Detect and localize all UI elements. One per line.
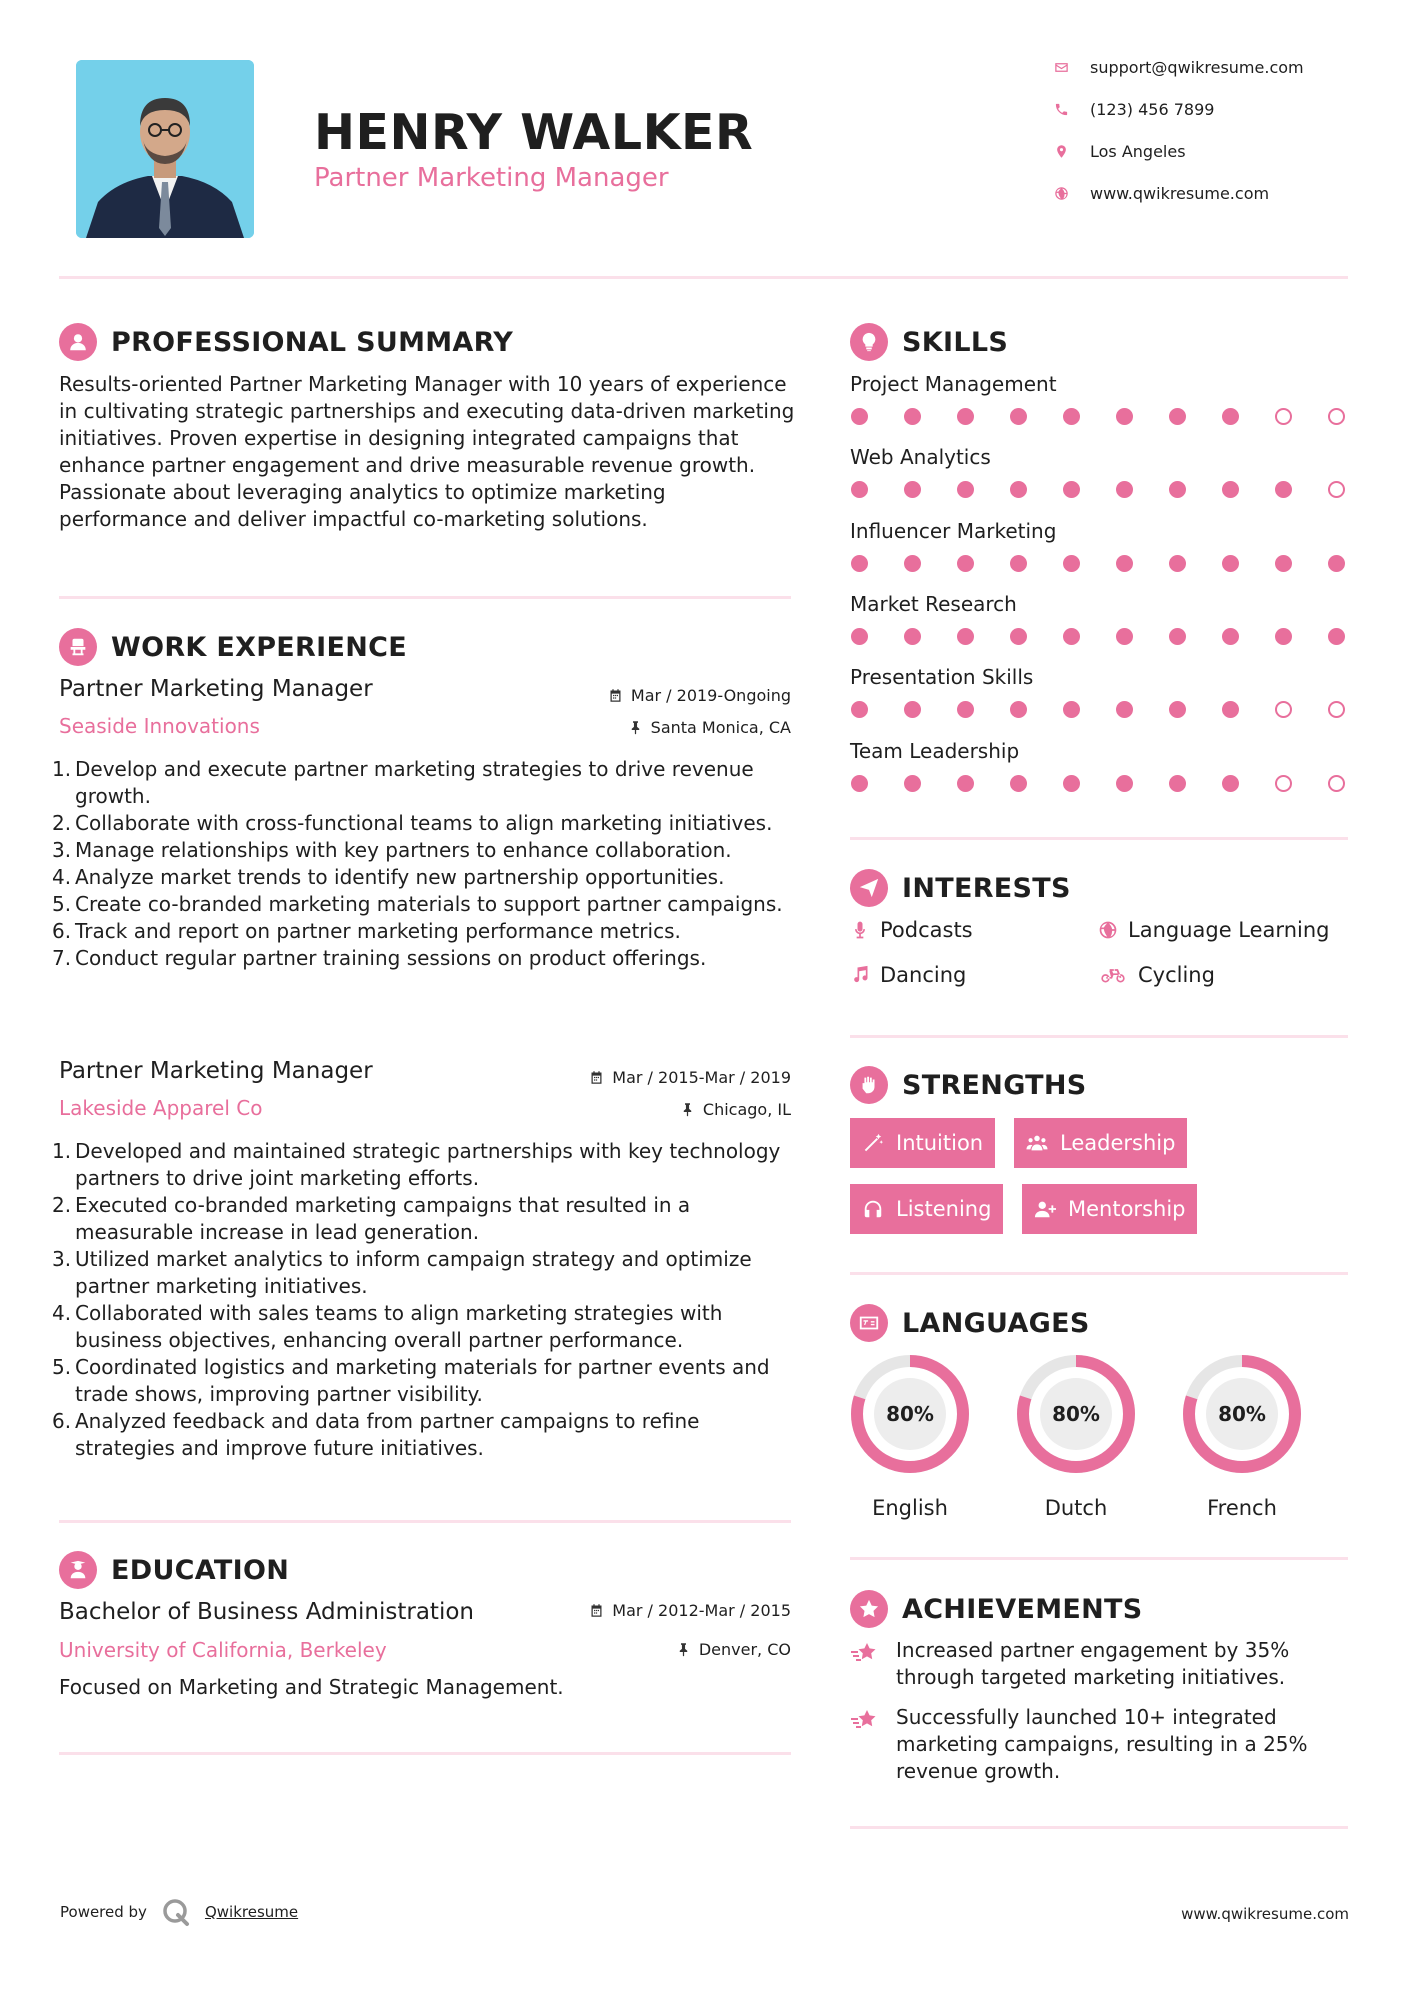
job-1-location-text: Santa Monica, CA (650, 718, 791, 737)
language-percent: 80% (1052, 1402, 1100, 1426)
job-1-date (608, 686, 791, 705)
rating-dot-filled (1116, 555, 1133, 572)
map-pin-icon (1052, 143, 1070, 161)
calendar-icon (608, 688, 623, 703)
skill-rating (851, 481, 1381, 498)
education-school: University of California, Berkeley (59, 1638, 387, 1662)
skill-rating (851, 555, 1381, 572)
interest-label: Language Learning (1128, 918, 1330, 942)
language-name: French (1207, 1496, 1277, 1520)
list-item: 2. Executed co-branded marketing campaigns that resulted in a measurable increase in lead generation. (52, 1192, 796, 1246)
language-name: English (872, 1496, 948, 1520)
strength-chip-listening (850, 1184, 1003, 1234)
magic-wand-icon (862, 1132, 884, 1154)
contact-email-text: support@qwikresume.com (1090, 58, 1304, 77)
candidate-title: Partner Marketing Manager (314, 163, 669, 193)
job-1-title: Partner Marketing Manager (59, 676, 373, 702)
rating-dot-filled (1222, 701, 1239, 718)
rating-dot-filled (1116, 408, 1133, 425)
list-item-text: Executed co-branded marketing campaigns that resulted in a measurable increase in lead generation. (75, 1193, 691, 1244)
pushpin-icon (676, 1642, 691, 1657)
rating-dot-filled (1063, 555, 1080, 572)
language-card-icon (850, 1304, 888, 1342)
interests-header (850, 869, 1071, 907)
users-icon (1026, 1132, 1048, 1154)
list-item-text: Create co-branded marketing materials to support partner campaigns. (75, 892, 783, 916)
skills-header (850, 323, 1008, 361)
interest-label: Podcasts (880, 918, 973, 942)
rating-dot-filled (1328, 628, 1345, 645)
list-item: 5. Create co-branded marketing materials to support partner campaigns. (52, 892, 783, 916)
rating-dot-filled (1275, 555, 1292, 572)
rating-dot-filled (957, 701, 974, 718)
rating-dot-filled (1010, 775, 1027, 792)
job-2-title: Partner Marketing Manager (59, 1058, 373, 1084)
languages-header (850, 1304, 1090, 1342)
language-dutch (1014, 1352, 1138, 1520)
strength-label: Listening (896, 1197, 992, 1221)
graduation-icon (59, 1551, 97, 1589)
summary-header (59, 323, 513, 361)
job-2-company: Lakeside Apparel Co (59, 1096, 263, 1120)
job-1-date-text: Mar / 2019-Ongoing (630, 686, 791, 705)
job-2-date (589, 1068, 791, 1087)
phone-icon (1052, 101, 1070, 119)
footer-powered-by (60, 1897, 298, 1927)
rating-dot-empty (1328, 775, 1345, 792)
list-item-text: Collaborated with sales teams to align marketing strategies with business objectives, enhancing overall partner performance. (75, 1301, 723, 1352)
summary-text: Results-oriented Partner Marketing Manager with 10 years of experience in cultivating strategic partnerships and executing data-driven marketing initiatives. Proven expertise in designing integrated campaigns that enhance partner engagement and drive measurable revenue growth. Passionate about leveraging analytics to optimize marketing performance and deliver impactful co-marketing solutions. (59, 372, 795, 531)
strengths-header (850, 1066, 1087, 1104)
list-item: 4. Collaborated with sales teams to align marketing strategies with business objectives, enhancing overall partner performance. (52, 1300, 796, 1354)
languages-heading: LANGUAGES (902, 1307, 1090, 1339)
rating-dot-filled (1063, 701, 1080, 718)
language-percent: 80% (1218, 1402, 1266, 1426)
shooting-star-icon (850, 1706, 878, 1734)
rating-dot-filled (1063, 481, 1080, 498)
language-french (1180, 1352, 1304, 1520)
rating-dot-filled (1222, 408, 1239, 425)
education-location-text: Denver, CO (698, 1640, 791, 1659)
rating-dot-filled (1169, 775, 1186, 792)
rating-dot-filled (1063, 775, 1080, 792)
rating-dot-filled (1275, 628, 1292, 645)
header-divider (59, 276, 1348, 279)
job-2-bullets (52, 1138, 796, 1462)
list-item-text: Develop and execute partner marketing strategies to drive revenue growth. (75, 757, 754, 808)
rating-dot-empty (1275, 701, 1292, 718)
language-name: Dutch (1044, 1496, 1108, 1520)
achievement-text: Successfully launched 10+ integrated marketing campaigns, resulting in a 25% revenue growth. (896, 1705, 1308, 1783)
skill-rating (851, 701, 1381, 718)
education-divider (59, 1752, 791, 1755)
education-date (589, 1601, 791, 1620)
contact-website[interactable] (1052, 184, 1269, 203)
rating-dot-filled (851, 775, 868, 792)
rating-dot-filled (1222, 555, 1239, 572)
rating-dot-filled (1010, 408, 1027, 425)
list-item: 5. Coordinated logistics and marketing materials for partner events and trade shows, improving partner visibility. (52, 1354, 796, 1408)
rating-dot-empty (1275, 775, 1292, 792)
skills-heading: SKILLS (902, 326, 1009, 358)
interests-divider (850, 1035, 1348, 1038)
summary-divider (59, 596, 791, 599)
fist-icon (850, 1066, 888, 1104)
globe-icon (1098, 920, 1118, 940)
strength-label: Leadership (1060, 1131, 1176, 1155)
interest-label: Cycling (1138, 963, 1215, 987)
achievements-header (850, 1590, 1143, 1628)
experience-divider (59, 1520, 791, 1523)
rating-dot-empty (1328, 481, 1345, 498)
strength-chip-mentorship (1022, 1184, 1197, 1234)
rating-dot-filled (851, 628, 868, 645)
music-note-icon (850, 965, 870, 985)
rating-dot-filled (1063, 408, 1080, 425)
strengths-heading: STRENGTHS (902, 1069, 1087, 1101)
pushpin-icon (628, 720, 643, 735)
education-description: Focused on Marketing and Strategic Management. (59, 1675, 564, 1699)
profile-photo (76, 60, 254, 238)
skill-rating (851, 408, 1381, 425)
rating-dot-filled (851, 408, 868, 425)
education-location (676, 1640, 791, 1659)
rating-dot-filled (1010, 628, 1027, 645)
contact-phone[interactable] (1052, 100, 1214, 119)
list-item-text: Utilized market analytics to inform campaign strategy and optimize partner marketing initiatives. (75, 1247, 752, 1298)
rating-dot-filled (904, 555, 921, 572)
rating-dot-filled (1010, 481, 1027, 498)
interests-heading: INTERESTS (902, 872, 1071, 904)
interest-cycling (1098, 963, 1215, 987)
skill-name: Market Research (850, 591, 1017, 616)
strength-chip-leadership (1014, 1118, 1187, 1168)
experience-header (59, 628, 407, 666)
rating-dot-filled (957, 408, 974, 425)
education-header (59, 1551, 289, 1589)
rating-dot-filled (957, 555, 974, 572)
list-item: 7. Conduct regular partner training sessions on product offerings. (52, 946, 707, 970)
rating-dot-filled (1169, 555, 1186, 572)
globe-icon (1052, 185, 1070, 203)
envelope-icon (1052, 59, 1070, 77)
languages-divider (850, 1557, 1348, 1560)
rating-dot-filled (957, 628, 974, 645)
briefcase-chair-icon (59, 628, 97, 666)
list-item: 3. Manage relationships with key partners to enhance collaboration. (52, 838, 732, 862)
rating-dot-filled (1222, 775, 1239, 792)
rating-dot-filled (1169, 701, 1186, 718)
list-item-text: Developed and maintained strategic partnerships with key technology partners to drive joint marketing efforts. (75, 1139, 781, 1190)
rating-dot-filled (904, 408, 921, 425)
rating-dot-filled (1169, 628, 1186, 645)
skill-name: Influencer Marketing (850, 518, 1057, 543)
interest-language-learning (1098, 918, 1329, 942)
skill-rating (851, 628, 1381, 645)
profile-photo-illustration (76, 60, 254, 238)
rating-dot-filled (1010, 555, 1027, 572)
list-item: 3. Utilized market analytics to inform campaign strategy and optimize partner marketing initiatives. (52, 1246, 796, 1300)
headphones-icon (862, 1198, 884, 1220)
skill-name: Team Leadership (850, 738, 1020, 763)
education-date-text: Mar / 2012-Mar / 2015 (612, 1601, 791, 1620)
rating-dot-filled (1063, 628, 1080, 645)
rating-dot-filled (904, 481, 921, 498)
rating-dot-filled (1169, 408, 1186, 425)
bicycle-icon (1098, 965, 1128, 985)
pushpin-icon (680, 1102, 695, 1117)
qwikresume-link[interactable]: Qwikresume (204, 1903, 299, 1921)
list-item-text: Track and report on partner marketing performance metrics. (75, 919, 681, 943)
achievement-item (850, 1637, 1340, 1691)
job-2-location-text: Chicago, IL (702, 1100, 791, 1119)
contact-location (1052, 142, 1186, 161)
language-percent: 80% (886, 1402, 934, 1426)
rating-dot-filled (851, 481, 868, 498)
job-1-company: Seaside Innovations (59, 714, 260, 738)
rating-dot-empty (1328, 408, 1345, 425)
rating-dot-filled (1116, 701, 1133, 718)
contact-website-text: www.qwikresume.com (1090, 184, 1270, 203)
rating-dot-filled (904, 775, 921, 792)
list-item-text: Manage relationships with key partners to enhance collaboration. (75, 838, 732, 862)
job-1-location (628, 718, 791, 737)
list-item-text: Analyze market trends to identify new partnership opportunities. (75, 865, 725, 889)
list-item-text: Analyzed feedback and data from partner campaigns to refine strategies and improve future initiatives. (75, 1409, 700, 1460)
list-item-text: Collaborate with cross-functional teams to align marketing initiatives. (75, 811, 773, 835)
calendar-icon (589, 1603, 604, 1618)
powered-by-label: Powered by (60, 1903, 147, 1921)
job-2-location (680, 1100, 791, 1119)
contact-phone-text: (123) 456 7899 (1090, 100, 1215, 119)
skill-name: Project Management (850, 372, 1057, 396)
job-2-date-text: Mar / 2015-Mar / 2019 (612, 1068, 791, 1087)
rating-dot-filled (1222, 628, 1239, 645)
summary-heading: PROFESSIONAL SUMMARY (111, 326, 514, 358)
rating-dot-filled (957, 775, 974, 792)
job-1-bullets (52, 756, 796, 972)
paper-plane-icon (850, 869, 888, 907)
rating-dot-filled (1116, 775, 1133, 792)
rating-dot-filled (851, 555, 868, 572)
strength-label: Mentorship (1068, 1197, 1186, 1221)
candidate-name: HENRY WALKER (314, 104, 754, 161)
rating-dot-filled (957, 481, 974, 498)
rating-dot-filled (1116, 628, 1133, 645)
interest-dancing (850, 963, 966, 987)
list-item: 2. Collaborate with cross-functional teams to align marketing initiatives. (52, 811, 773, 835)
rating-dot-filled (1169, 481, 1186, 498)
user-icon (59, 323, 97, 361)
rating-dot-filled (1275, 481, 1292, 498)
list-item: 6. Track and report on partner marketing performance metrics. (52, 919, 681, 943)
list-item: 6. Analyzed feedback and data from partner campaigns to refine strategies and improve future initiatives. (52, 1408, 796, 1462)
interest-label: Dancing (880, 963, 967, 987)
list-item: 1. Develop and execute partner marketing strategies to drive revenue growth. (52, 756, 796, 810)
calendar-icon (589, 1070, 604, 1085)
rating-dot-filled (904, 628, 921, 645)
language-english (848, 1352, 972, 1520)
rating-dot-filled (1222, 481, 1239, 498)
footer-website[interactable]: www.qwikresume.com (1181, 1905, 1349, 1923)
experience-heading: WORK EXPERIENCE (111, 631, 407, 663)
skill-name: Presentation Skills (850, 665, 1034, 690)
shooting-star-icon (850, 1639, 878, 1667)
list-item: 1. Developed and maintained strategic partnerships with key technology partners to drive joint marketing efforts. (52, 1138, 796, 1192)
user-plus-icon (1034, 1198, 1056, 1220)
achievement-text: Increased partner engagement by 35% through targeted marketing initiatives. (896, 1638, 1290, 1689)
education-heading: EDUCATION (111, 1554, 290, 1586)
achievements-divider (850, 1826, 1348, 1829)
rating-dot-filled (1010, 701, 1027, 718)
qwikresume-logo-icon (161, 1897, 191, 1927)
rating-dot-empty (1328, 701, 1345, 718)
rating-dot-filled (1116, 481, 1133, 498)
strengths-divider (850, 1272, 1348, 1275)
list-item: 4. Analyze market trends to identify new partnership opportunities. (52, 865, 725, 889)
contact-location-text: Los Angeles (1090, 142, 1186, 161)
list-item-text: Conduct regular partner training sessions on product offerings. (75, 946, 707, 970)
education-degree: Bachelor of Business Administration (59, 1599, 474, 1625)
strength-label: Intuition (896, 1131, 984, 1155)
rating-dot-empty (1275, 408, 1292, 425)
skill-rating (851, 775, 1381, 792)
contact-email[interactable] (1052, 58, 1304, 77)
lightbulb-icon (850, 323, 888, 361)
rating-dot-filled (904, 701, 921, 718)
achievement-item (850, 1704, 1340, 1785)
rating-dot-filled (1328, 555, 1345, 572)
interest-podcasts (850, 918, 973, 942)
strength-chip-intuition (850, 1118, 995, 1168)
list-item-text: Coordinated logistics and marketing materials for partner events and trade shows, improving partner visibility. (75, 1355, 770, 1406)
rating-dot-filled (851, 701, 868, 718)
microphone-icon (850, 920, 870, 940)
achievements-heading: ACHIEVEMENTS (902, 1593, 1143, 1625)
skills-divider (850, 837, 1348, 840)
skill-name: Web Analytics (850, 445, 991, 470)
star-badge-icon (850, 1590, 888, 1628)
